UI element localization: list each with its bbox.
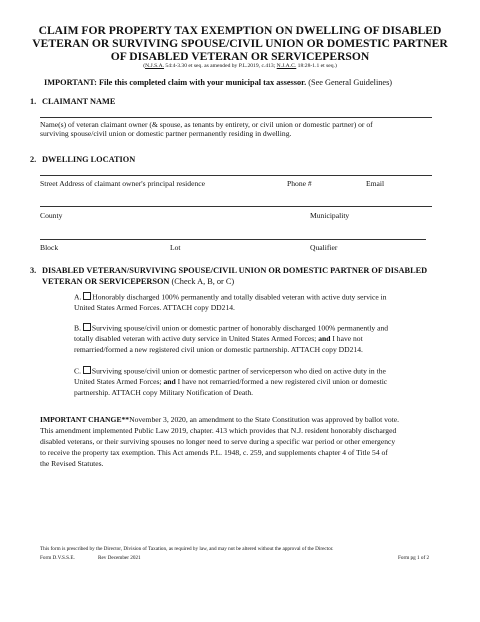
footer-revision: Rev December 2021 bbox=[98, 555, 141, 561]
important-change-line-3: disabled veterans, or their surviving spouses no longer need to serve during a specific war period or other emergency bbox=[40, 437, 396, 446]
county-label: County bbox=[40, 211, 63, 220]
section-3-heading-line-2: VETERAN OR SERVICEPERSON (Check A, B, or C) bbox=[42, 277, 235, 286]
footer-page-number: Form pg 1 of 2 bbox=[398, 555, 430, 561]
municipality-label: Municipality bbox=[310, 211, 350, 220]
lot-label: Lot bbox=[170, 243, 181, 252]
claimant-name-field[interactable] bbox=[40, 117, 432, 118]
qualifier-label: Qualifier bbox=[310, 243, 338, 252]
option-a-line-1: A. Honorably discharged 100% permanently and totally disabled veteran with active duty service in bbox=[74, 292, 387, 302]
block-label: Block bbox=[40, 243, 59, 252]
important-change-line-5: the Revised Statutes. bbox=[40, 459, 104, 468]
statute-citation: (N.J.S.A. 54:4-3.30 et seq. as amended by P.L.2019, c.413; N.J.A.C. 18:28-1.1 et seq.) bbox=[143, 63, 337, 69]
option-c-line-2: United States Armed Forces; and I have not remarried/formed a new registered civil union or domestic bbox=[74, 377, 388, 386]
claimant-name-description-2: surviving spouse/civil union or domestic partner permanently residing in dwelling. bbox=[40, 129, 292, 138]
phone-label: Phone # bbox=[287, 179, 312, 188]
block-lot-qualifier-field[interactable] bbox=[40, 239, 426, 240]
njac-link[interactable]: N.J.A.C. bbox=[276, 63, 297, 69]
njsa-link[interactable]: N.J.S.A. bbox=[145, 63, 165, 69]
option-c-checkbox[interactable] bbox=[83, 366, 91, 374]
option-a-line-2: United States Armed Forces. ATTACH copy DD214. bbox=[74, 303, 235, 312]
form-title-line-2: VETERAN OR SURVIVING SPOUSE/CIVIL UNION OR DOMESTIC PARTNER bbox=[32, 37, 448, 50]
option-c-line-3: partnership. ATTACH copy Military Notification of Death. bbox=[74, 388, 254, 397]
footer-notice: This form is prescribed by the Director, Division of Taxation, as required by law, and may not be altered without the approval of the Director. bbox=[40, 546, 334, 552]
option-c-line-1: C. Surviving spouse/civil union or domestic partner of serviceperson who died on active duty in the bbox=[74, 366, 386, 376]
street-address-field[interactable] bbox=[40, 175, 432, 176]
option-b-line-2: totally disabled veteran with active duty service in United States Armed Forces; and I have not bbox=[74, 334, 363, 343]
option-a-checkbox[interactable] bbox=[83, 292, 91, 300]
important-notice: IMPORTANT: File this completed claim with your municipal tax assessor. (See General Guidelines) bbox=[44, 78, 393, 87]
section-2-heading: 2. DWELLING LOCATION bbox=[30, 155, 136, 164]
email-label: Email bbox=[366, 179, 385, 188]
option-b-line-3: remarried/formed a new registered civil union or domestic partnership. ATTACH copy DD214. bbox=[74, 345, 363, 354]
section-1-heading: 1. CLAIMANT NAME bbox=[30, 97, 116, 106]
footer-form-id: Form D.V.S.S.E. bbox=[40, 555, 75, 561]
important-change-line-4: to receive the property tax exemption. This Act amends P.L. 1948, c. 259, and supplements chapter 4 of Title 54 of bbox=[40, 448, 388, 457]
important-change-line-1: IMPORTANT CHANGE**November 3, 2020, an amendment to the State Constitution was approved by ballot vote. bbox=[40, 415, 400, 424]
option-b-checkbox[interactable] bbox=[83, 323, 91, 331]
section-3-heading: 3. DISABLED VETERAN/SURVIVING SPOUSE/CIVIL UNION OR DOMESTIC PARTNER OF DISABLED bbox=[30, 266, 428, 275]
option-b-line-1: B. Surviving spouse/civil union or domestic partner of honorably discharged 100% permanently and bbox=[74, 323, 389, 333]
form-title-line-3: OF DISABLED VETERAN OR SERVICEPERSON bbox=[110, 50, 370, 63]
street-address-label: Street Address of claimant owner's principal residence bbox=[40, 179, 206, 188]
form-title-line-1: CLAIM FOR PROPERTY TAX EXEMPTION ON DWELLING OF DISABLED bbox=[38, 24, 442, 37]
claimant-name-description-1: Name(s) of veteran claimant owner (& spouse, as tenants by entirety, or civil union or domestic partner) or of bbox=[40, 120, 373, 129]
important-change-line-2: This amendment implemented Public Law 2019, chapter. 413 which provides that N.J. resident honorably discharged bbox=[40, 426, 397, 435]
county-municipality-field[interactable] bbox=[40, 206, 432, 207]
